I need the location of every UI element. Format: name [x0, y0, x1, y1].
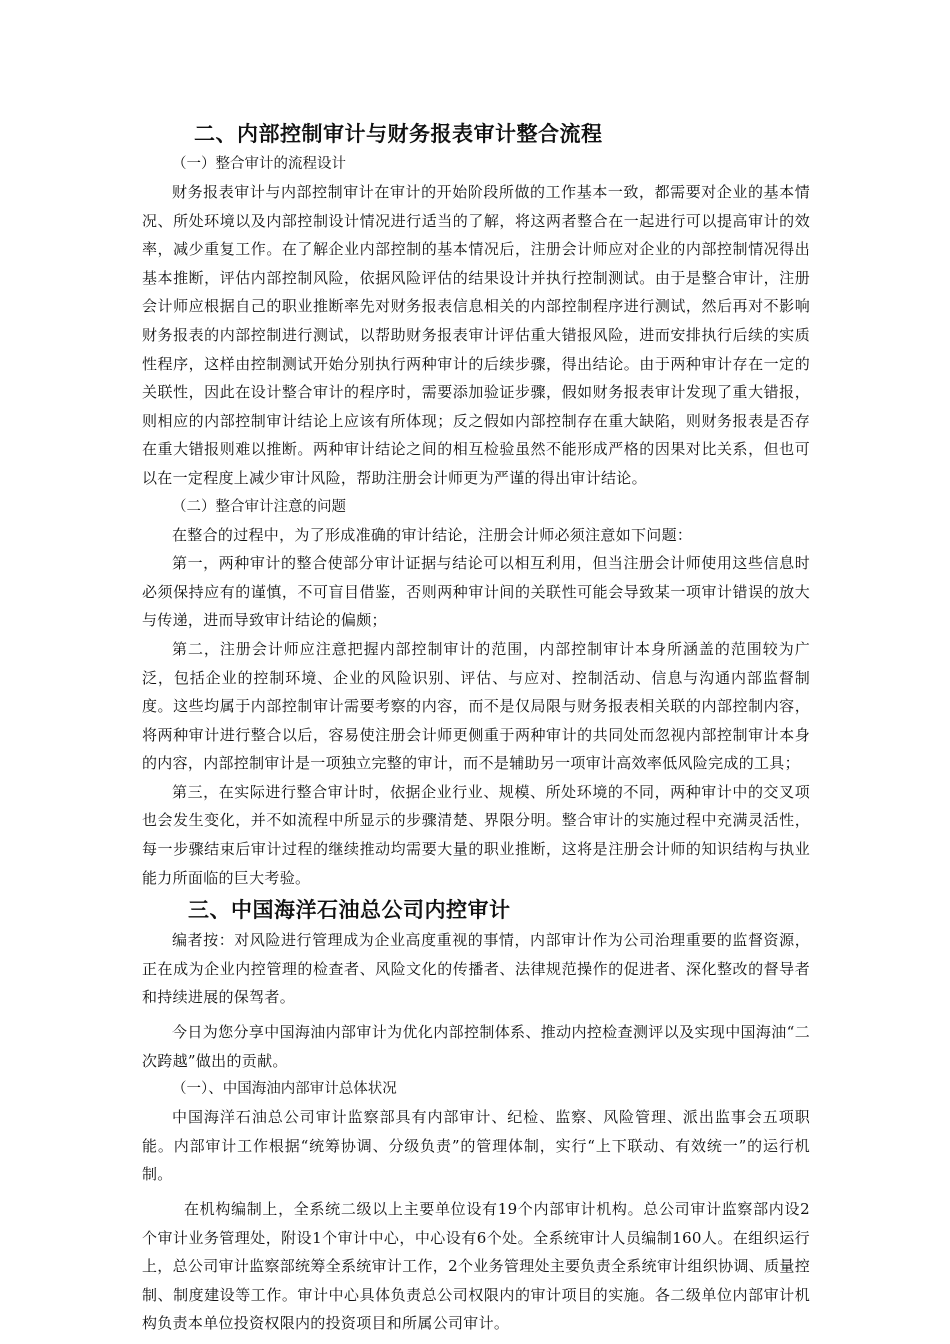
section-3-paragraph-1: 编者按：对风险进行管理成为企业高度重视的事情，内部审计作为公司治理重要的监督资源，正在成为企业内控管理的检查者、风险文化的传播者、法律规范操作的促进者、深化整改的督导者和持续进展的保驾者。 [142, 931, 810, 1007]
section-2-paragraph-4: 第二，注册会计师应注意把握内部控制审计的范围，内部控制审计本身所涵盖的范围较为广泛，包括企业的控制环境、企业的风险识别、评估、与应对、控制活动、信息与沟通内部监督制度。这些均属于内部控制审计需要考察的内容，而不是仅局限与财务报表相关联的内部控制内容，将两种审计进行整合以后，容易使注册会计师更侧重于两种审计的共同处而忽视内部控制审计本身的内容，内部控制审计是一项独立完整的审计，而不是辅助另一项审计高效率低风险完成的工具； [142, 639, 810, 773]
section-2-heading: 二、内部控制审计与财务报表审计整合流程 [194, 122, 603, 146]
section-2-subheading-2: （二）整合审计注意的问题 [172, 498, 346, 515]
section-3-subheading-1: （一）、中国海油内部审计总体状况 [172, 1081, 397, 1098]
section-3-heading: 三、中国海洋石油总公司内控审计 [188, 898, 511, 923]
section-2-paragraph-1: 财务报表审计与内部控制审计在审计的开始阶段所做的工作基本一致，都需要对企业的基本情况、所处环境以及内部控制设计情况进行适当的了解，将这两者整合在一起进行可以提高审计的效率，减少重复工作。在了解企业内部控制的基本情况后，注册会计师应对企业的内部控制情况得出基本推断，评估内部控制风险，依据风险评估的结果设计并执行控制测试。由于是整合审计，注册会计师应根据自己的职业推断率先对财务报表信息相关的内部控制程序进行测试，然后再对不影响财务报表的内部控制进行测试，以帮助财务报表审计评估重大错报风险，进而安排执行后续的实质性程序，这样由控制测试开始分别执行两种审计的后续步骤，得出结论。由于两种审计存在一定的关联性，因此在设计整合审计的程序时，需要添加验证步骤，假如财务报表审计发现了重大错报，则相应的内部控制审计结论上应该有所体现；反之假如内部控制存在重大缺陷，则财务报表是否存在重大错报则难以推断。两种审计结论之间的相互检验虽然不能形成严格的因果对比关系，但也可以在一定程度上减少审计风险，帮助注册会计师更为严谨的得出审计结论。 [142, 183, 810, 487]
section-2-paragraph-2: 在整合的过程中，为了形成准确的审计结论，注册会计师必须注意如下问题： [172, 525, 693, 544]
section-2-paragraph-5: 第三，在实际进行整合审计时，依据企业行业、规模、所处环境的不同，两种审计中的交叉项也会发生变化，并不如流程中所显示的步骤清楚、界限分明。整合审计的实施过程中充满灵活性，每一步骤结束后审计过程的继续推动均需要大量的职业推断，这将是注册会计师的知识结构与执业能力所面临的巨大考验。 [142, 782, 810, 887]
document-body [142, 118, 810, 1338]
section-3-paragraph-2: 今日为您分享中国海油内部审计为优化内部控制体系、推动内控检查测评以及实现中国海油“二次跨越”做出的贡献。 [142, 1023, 810, 1070]
section-3-paragraph-4: 在机构编制上，全系统二级以上主要单位设有19个内部审计机构。总公司审计监察部内设2个审计业务管理处，附设1个审计中心，中心设有6个处。全系统审计人员编制160人。在组织运行上，总公司审计监察部统筹全系统审计工作，2个业务管理处主要负责全系统审计组织协调、质量控制、制度建设等工作。审计中心具体负责总公司权限内的审计项目的实施。各二级单位内部审计机构负责本单位投资权限内的投资项目和所属公司审计。 [142, 1200, 810, 1333]
section-3-paragraph-3: 中国海洋石油总公司审计监察部具有内部审计、纪检、监察、风险管理、派出监事会五项职能。内部审计工作根据“统筹协调、分级负责”的管理体制，实行“上下联动、有效统一”的运行机制。 [142, 1108, 810, 1184]
section-2-subheading-1: （一）整合审计的流程设计 [172, 156, 346, 172]
section-2-paragraph-3: 第一，两种审计的整合使部分审计证据与结论可以相互利用，但当注册会计师使用这些信息时必须保持应有的谨慎，不可盲目借鉴，否则两种审计间的关联性可能会导致某一项审计错误的放大与传递，进而导致审计结论的偏颇； [142, 554, 810, 630]
